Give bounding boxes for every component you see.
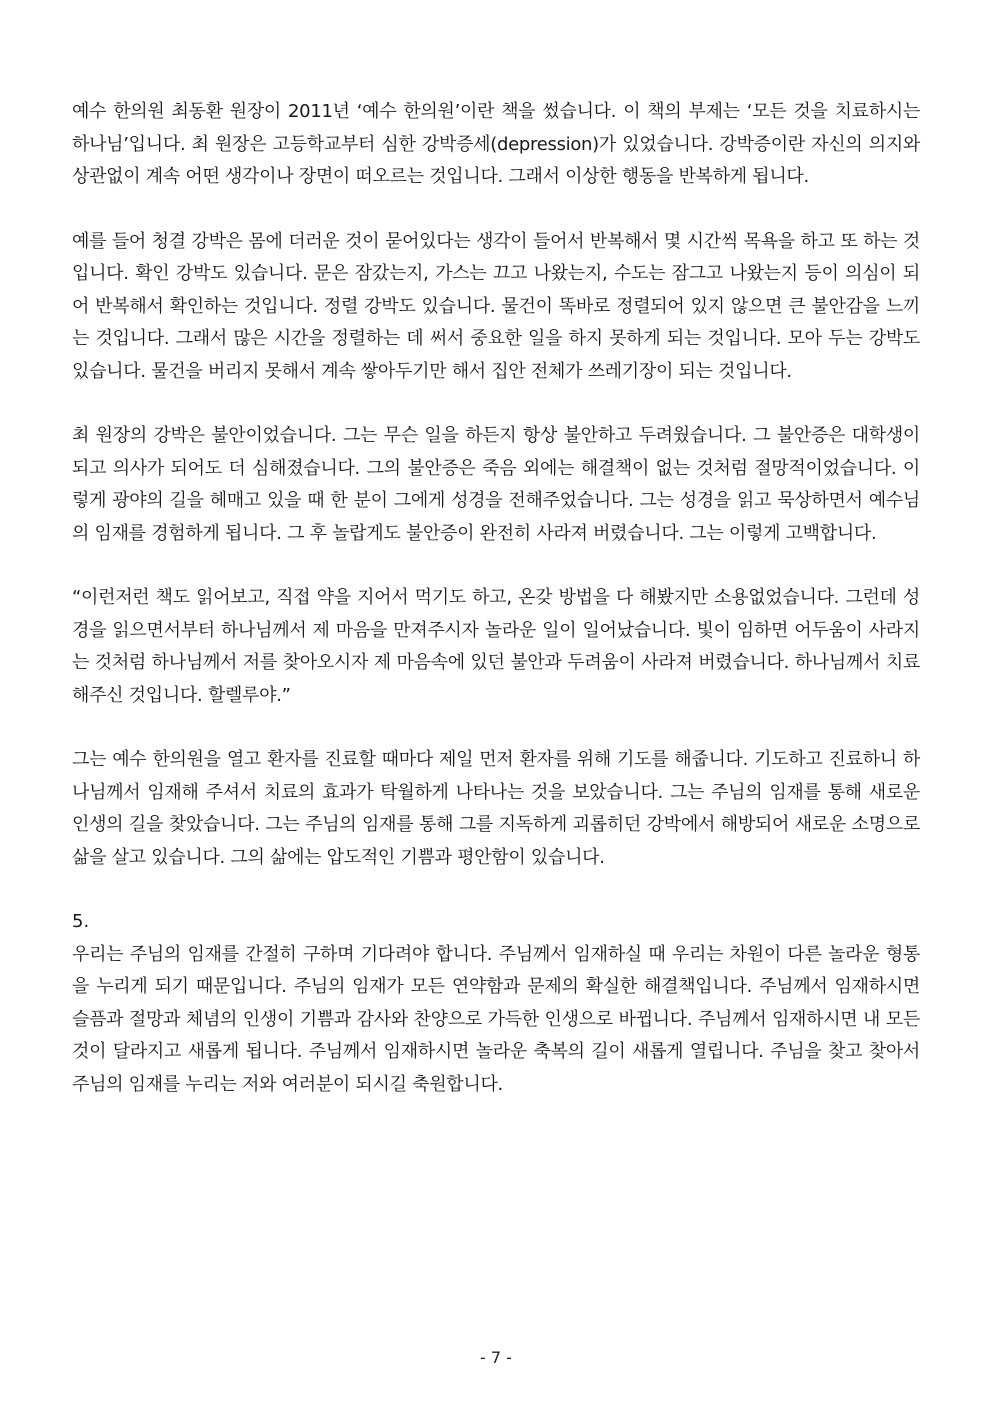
paragraph-1: 예수 한의원 최동환 원장이 2011년 ‘예수 한의원’이란 책을 썼습니다. 이 책의 부제는 ‘모든 것을 치료하시는 하나님’입니다. 최 원장은 고등학교부터 심한 강박증세(depression)가 있었습니다. 강박증이란 자신의 의지와 상관없이 계속 어떤 생각이나 장면이 떠오르는 것입니다. 그래서 이상한 행동을 반복하게 됩니다. bbox=[72, 101, 920, 187]
paragraph-4-quote: “이런저런 책도 읽어보고, 직접 약을 지어서 먹기도 하고, 온갖 방법을 다 해봤지만 소용없었습니다. 그런데 성경을 읽으면서부터 하나님께서 제 마음을 만져주시자 놀라운 일이 일어났습니다. 빛이 임하면 어두움이 사라지는 것처럼 하나님께서 저를 찾아오시자 제 마음속에 있던 불안과 두려움이 사라져 버렸습니다. 하나님께서 치료해주신 것입니다. 할렐루야.” bbox=[72, 587, 920, 706]
section-5-paragraph: 우리는 주님의 임재를 간절히 구하며 기다려야 합니다. 주님께서 임재하실 때 우리는 차원이 다른 놀라운 형통을 누리게 되기 때문입니다. 주님의 임재가 모든 연약함과 문제의 확실한 해결책입니다. 주님께서 임재하시면 슬픔과 절망과 체념의 인생이 기쁨과 감사와 찬양으로 가득한 인생으로 바뀝니다. 주님께서 임재하시면 내 모든 것이 달라지고 새롭게 됩니다. 주님께서 임재하시면 놀라운 축복의 길이 새롭게 열립니다. 주님을 찾고 찾아서 주님의 임재를 누리는 저와 여러분이 되시길 축원합니다. bbox=[72, 943, 920, 1095]
section-5 bbox=[72, 906, 920, 1101]
section-number: 5. bbox=[72, 911, 90, 932]
page-number: - 7 - bbox=[480, 1348, 512, 1367]
document-page bbox=[72, 96, 920, 1101]
paragraph-5: 그는 예수 한의원을 열고 환자를 진료할 때마다 제일 먼저 환자를 위해 기도를 해줍니다. 기도하고 진료하니 하나님께서 임재해 주셔서 치료의 효과가 탁월하게 나타나는 것을 보았습니다. 그는 주님의 임재를 통해 새로운 인생의 길을 찾았습니다. 그는 주님의 임재를 통해 그를 지독하게 괴롭히던 강박에서 해방되어 새로운 소명으로 삶을 살고 있습니다. 그의 삶에는 압도적인 기쁨과 평안함이 있습니다. bbox=[72, 749, 920, 868]
paragraph-3: 최 원장의 강박은 불안이었습니다. 그는 무슨 일을 하든지 항상 불안하고 두려웠습니다. 그 불안증은 대학생이 되고 의사가 되어도 더 심해졌습니다. 그의 불안증은 죽음 외에는 해결책이 없는 것처럼 절망적이었습니다. 이렇게 광야의 길을 헤매고 있을 때 한 분이 그에게 성경을 전해주었습니다. 그는 성경을 읽고 묵상하면서 예수님의 임재를 경험하게 됩니다. 그 후 놀랍게도 불안증이 완전히 사라져 버렸습니다. 그는 이렇게 고백합니다. bbox=[72, 425, 920, 544]
paragraph-2: 예를 들어 청결 강박은 몸에 더러운 것이 묻어있다는 생각이 들어서 반복해서 몇 시간씩 목욕을 하고 또 하는 것입니다. 확인 강박도 있습니다. 문은 잠갔는지, 가스는 끄고 나왔는지, 수도는 잠그고 나왔는지 등이 의심이 되어 반복해서 확인하는 것입니다. 정렬 강박도 있습니다. 물건이 똑바로 정렬되어 있지 않으면 큰 불안감을 느끼는 것입니다. 그래서 많은 시간을 정렬하는 데 써서 중요한 일을 하지 못하게 되는 것입니다. 모아 두는 강박도 있습니다. 물건을 버리지 못해서 계속 쌓아두기만 해서 집안 전체가 쓰레기장이 되는 것입니다. bbox=[72, 230, 920, 382]
